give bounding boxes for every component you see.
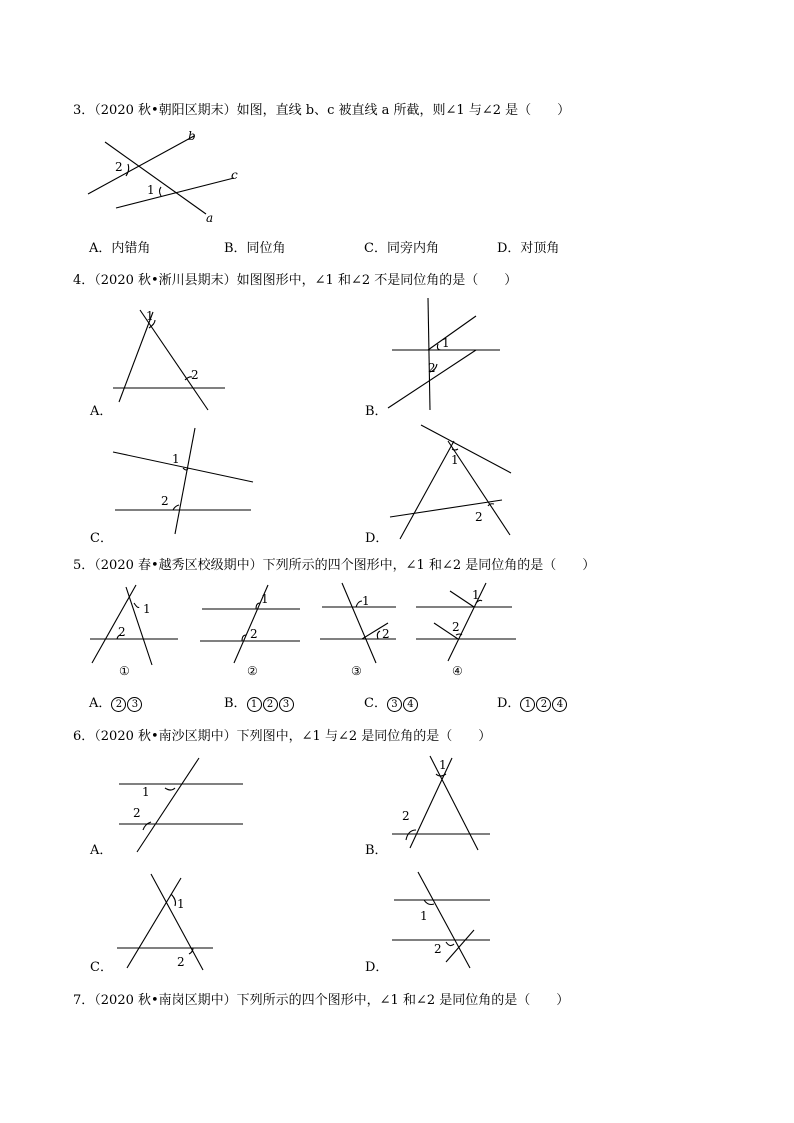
angle-1-label: 1: [177, 897, 185, 911]
q5-caption-2: ②: [247, 664, 258, 678]
q6-figure-a: [113, 758, 253, 853]
q4-figure-a: [113, 302, 253, 412]
angle-1-label: 1: [143, 602, 151, 616]
angle-2-label: 2: [191, 368, 199, 382]
q5-option-d[interactable]: [497, 696, 568, 712]
question-6-text: 6．（2020 秋•南沙区期中）下列图中，∠1 与∠2 是同位角的是（ ）: [73, 729, 492, 744]
q5-figure-4: [414, 583, 524, 663]
angle-2-label: 2: [115, 160, 123, 174]
option-prefix: A．: [89, 696, 112, 711]
angle-1-label: 1: [172, 452, 180, 466]
q6-option-c[interactable]: C．: [90, 960, 113, 975]
q4-option-c[interactable]: C．: [90, 531, 113, 546]
circled-number: 3: [279, 697, 294, 712]
q4-option-b[interactable]: B．: [365, 404, 388, 419]
line-b-label: b: [188, 129, 196, 143]
angle-1-label: 1: [362, 594, 370, 608]
circled-number: 2: [263, 697, 278, 712]
q4-figure-d: [388, 425, 518, 540]
q5-caption-1: ①: [119, 664, 130, 678]
angle-2-label: 2: [177, 955, 185, 969]
q6-figure-b: [388, 756, 498, 856]
q5-option-a[interactable]: [89, 696, 143, 712]
angle-2-label: 2: [452, 620, 460, 634]
option-prefix: B．: [224, 696, 247, 711]
q4-figure-c: [113, 428, 253, 538]
angle-1-label: 1: [451, 453, 459, 467]
angle-2-label: 2: [161, 494, 169, 508]
circled-number: 3: [387, 697, 402, 712]
angle-1-label: 1: [147, 183, 155, 197]
q4-figure-b: [388, 298, 508, 413]
angle-2-label: 2: [475, 510, 483, 524]
angle-1-label: 1: [472, 588, 480, 602]
q6-option-d[interactable]: D．: [365, 960, 389, 975]
question-7-text: 7．（2020 秋•南岗区期中）下列所示的四个图形中，∠1 和∠2 是同位角的是（ ）: [73, 993, 570, 1008]
q6-option-b[interactable]: B．: [365, 843, 388, 858]
angle-1-label: 1: [261, 592, 269, 606]
angle-2-label: 2: [382, 627, 390, 641]
q5-option-b[interactable]: [224, 696, 295, 712]
line-a-label: a: [206, 211, 214, 225]
circled-number: 4: [403, 697, 418, 712]
angle-2-label: 2: [428, 361, 436, 375]
angle-1-label: 1: [146, 309, 154, 323]
q4-option-a[interactable]: A．: [90, 404, 113, 419]
option-prefix: D．: [497, 696, 521, 711]
q4-option-d[interactable]: D．: [365, 531, 389, 546]
angle-2-label: 2: [118, 625, 126, 639]
angle-2-label: 2: [402, 809, 410, 823]
circled-number: 1: [520, 697, 535, 712]
question-3-figure: [88, 130, 258, 230]
angle-1-label: 1: [439, 758, 447, 772]
question-4-text: 4．（2020 秋•淅川县期末）如图图形中，∠1 和∠2 不是同位角的是（ ）: [73, 273, 518, 288]
option-prefix: C．: [364, 696, 387, 711]
q3-option-a[interactable]: A．内错角: [89, 241, 151, 256]
line-c-label: c: [231, 168, 238, 182]
q5-figure-2: [198, 585, 308, 665]
angle-2-label: 2: [434, 942, 442, 956]
q6-figure-c: [115, 874, 225, 974]
angle-1-label: 1: [420, 909, 428, 923]
q6-option-a[interactable]: A．: [90, 843, 113, 858]
circled-number: 3: [127, 697, 142, 712]
circled-number: 4: [552, 697, 567, 712]
circled-number: 2: [111, 697, 126, 712]
question-5-text: 5．（2020 春•越秀区校级期中）下列所示的四个图形中，∠1 和∠2 是同位角的是（ ）: [73, 558, 596, 573]
angle-2-label: 2: [133, 806, 141, 820]
angle-1-label: 1: [442, 336, 450, 350]
q3-option-c[interactable]: C．同旁内角: [364, 241, 439, 256]
q3-option-d[interactable]: D．对顶角: [497, 241, 560, 256]
q6-figure-d: [390, 872, 500, 972]
question-3-text: 3．（2020 秋•朝阳区期末）如图，直线 b、c 被直线 a 所截，则∠1 与∠2 是（ ）: [73, 103, 571, 118]
q5-option-c[interactable]: [364, 696, 419, 712]
q5-caption-4: ④: [452, 664, 463, 678]
q5-figure-3: [320, 583, 410, 668]
q3-option-b[interactable]: B．同位角: [224, 241, 286, 256]
q5-figure-1: [88, 585, 188, 665]
circled-number: 1: [247, 697, 262, 712]
circled-number: 2: [536, 697, 551, 712]
q5-caption-3: ③: [351, 664, 362, 678]
angle-2-label: 2: [250, 627, 258, 641]
angle-1-label: 1: [142, 785, 150, 799]
